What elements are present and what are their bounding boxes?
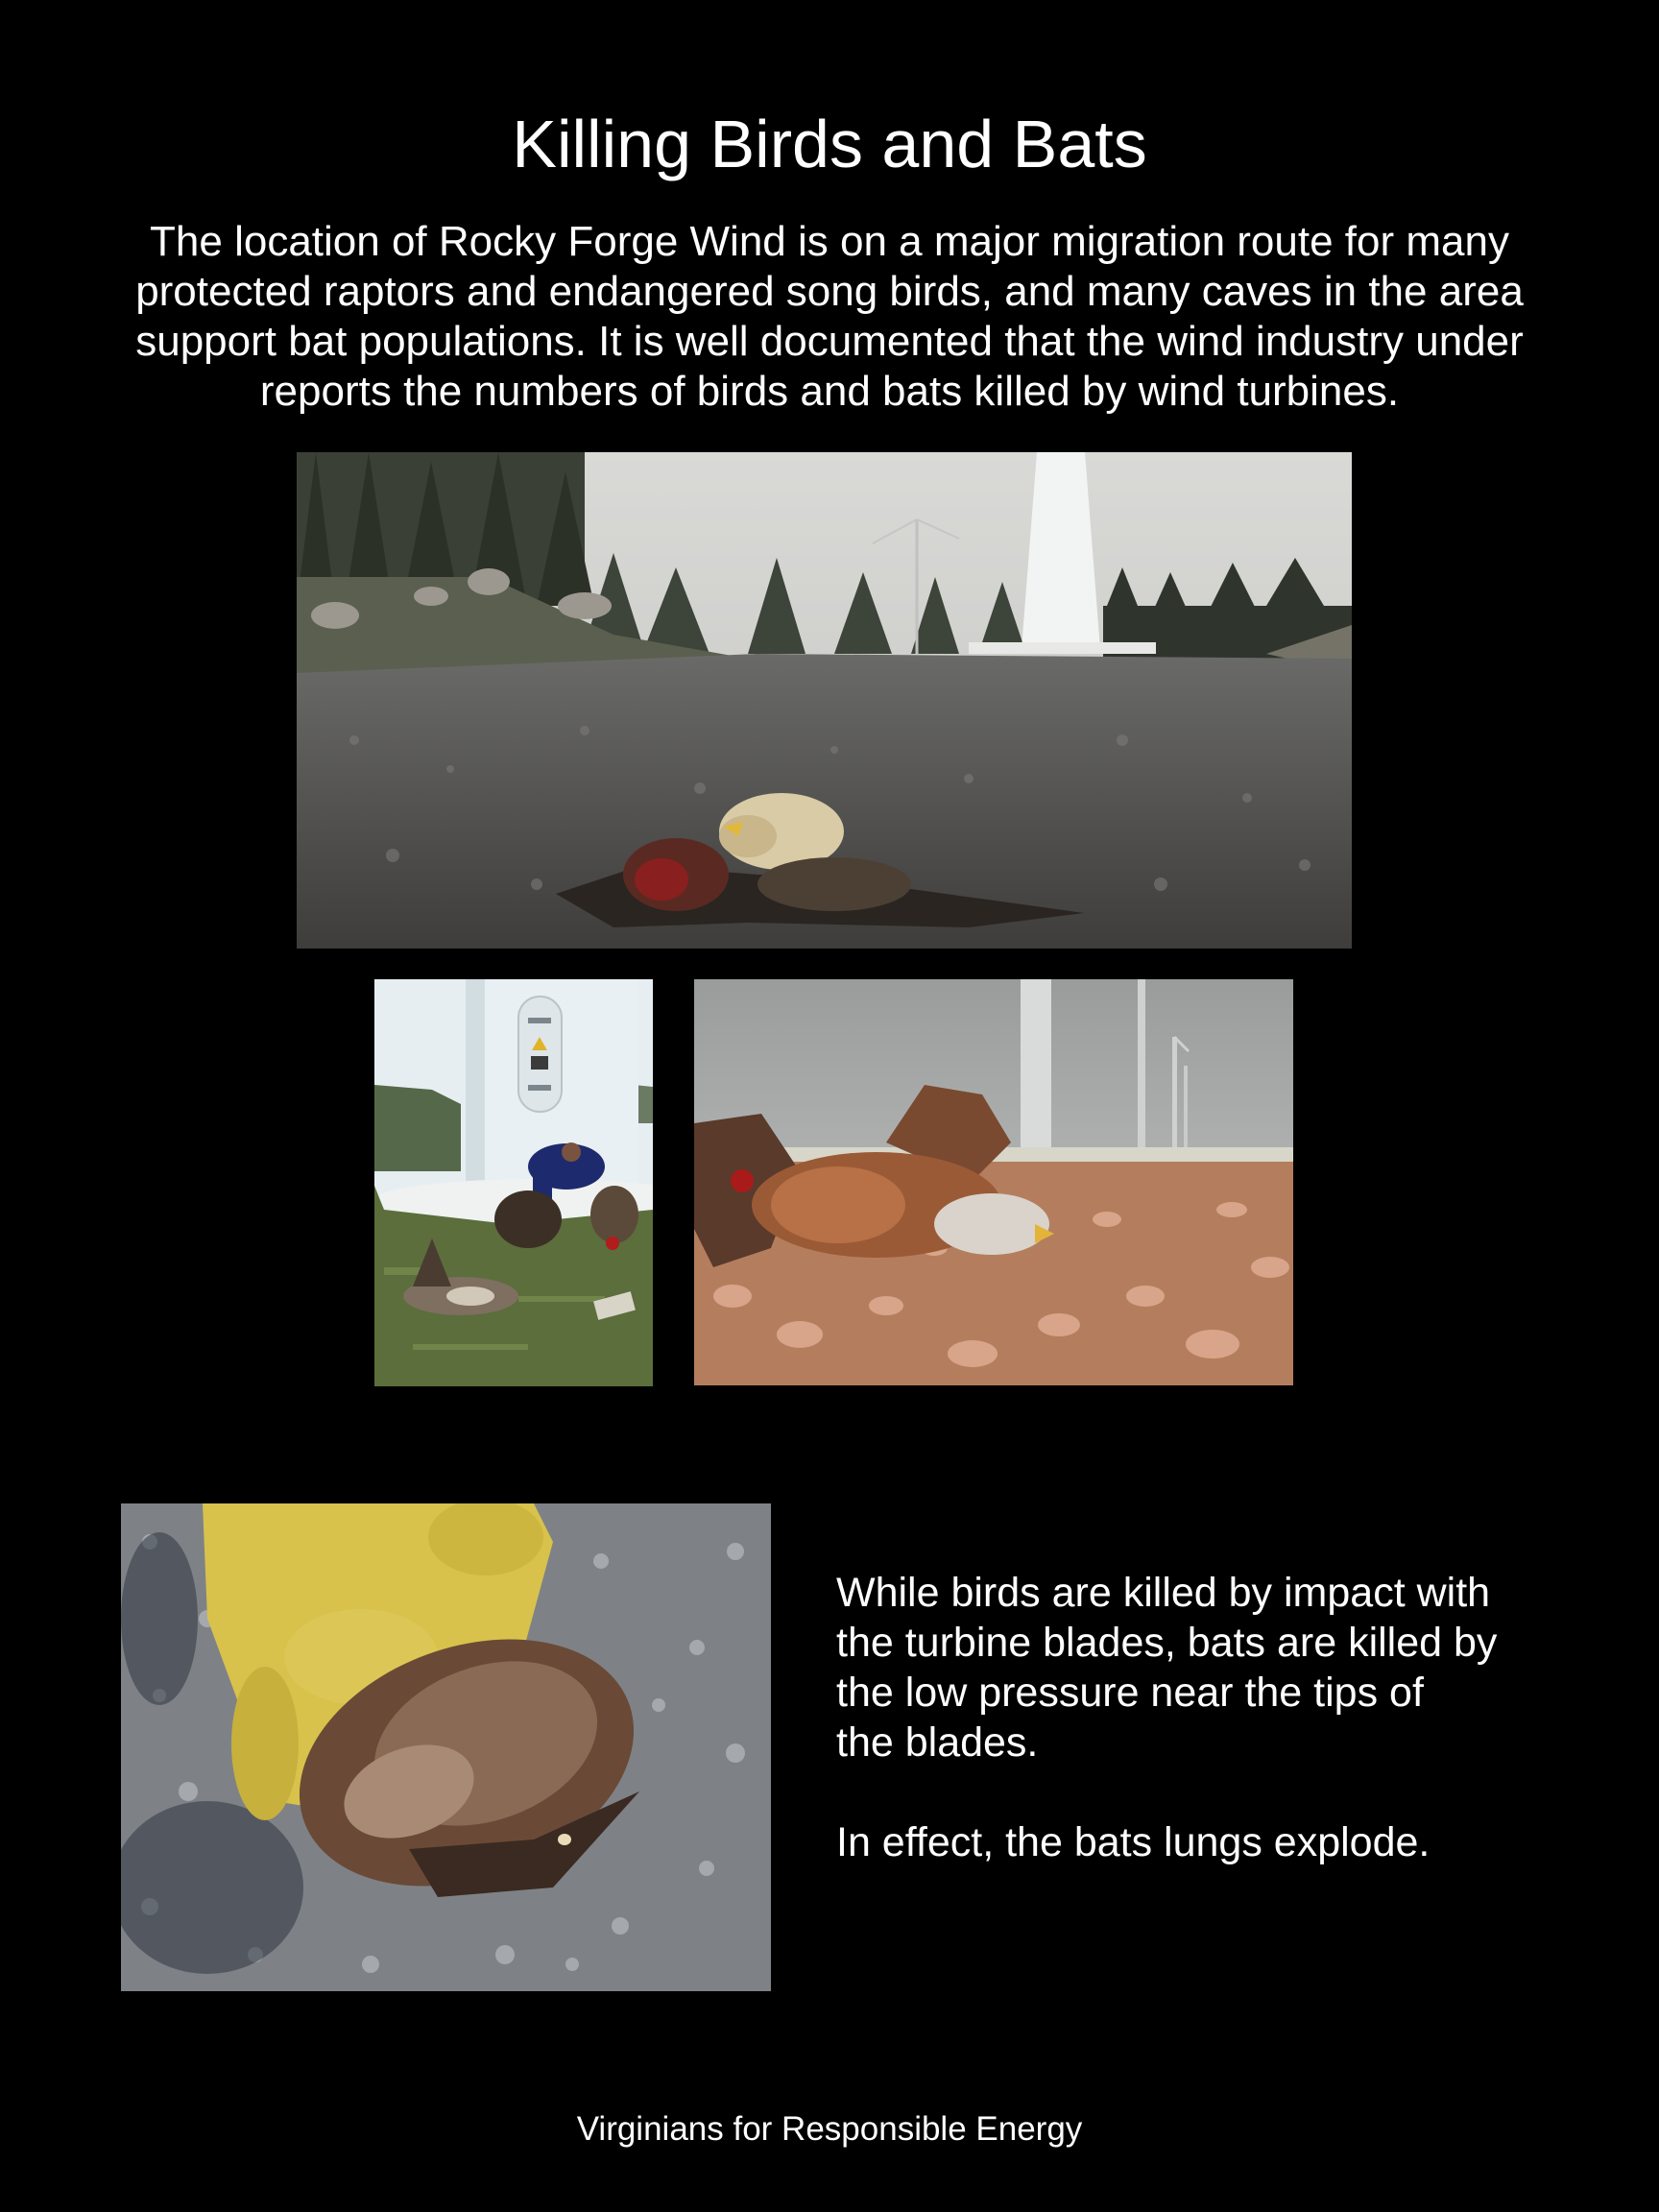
page-title: Killing Birds and Bats bbox=[512, 107, 1147, 181]
dead-bat-in-hand-image bbox=[121, 1503, 771, 1991]
bat-explanation bbox=[836, 1568, 1566, 1867]
dead-eagle-image bbox=[297, 452, 1352, 949]
dead-eagle-photo bbox=[297, 452, 1352, 949]
footer-organization: Virginians for Responsible Energy bbox=[576, 2110, 1083, 2148]
dead-bat-in-hand-photo bbox=[121, 1503, 771, 1991]
dead-red-kite-image bbox=[694, 979, 1293, 1385]
bat-explanation-paragraph-2: In effect, the bats lungs explode. bbox=[836, 1819, 1431, 1865]
intro-paragraph: The location of Rocky Forge Wind is on a major migration route for many protected raptors and endangered song birds, and many caves in the area support bat populations. It is well documented that the wind industry under reports the numbers of birds and bats killed by wind turbines. bbox=[135, 218, 1524, 415]
man-with-dead-birds-photo bbox=[374, 979, 653, 1386]
dead-red-kite-photo bbox=[694, 979, 1293, 1385]
man-with-dead-birds-image bbox=[374, 979, 653, 1386]
bat-explanation-paragraph-1: While birds are killed by impact with the turbine blades, bats are killed by the low pressure near the tips of the blades. bbox=[836, 1570, 1498, 1766]
